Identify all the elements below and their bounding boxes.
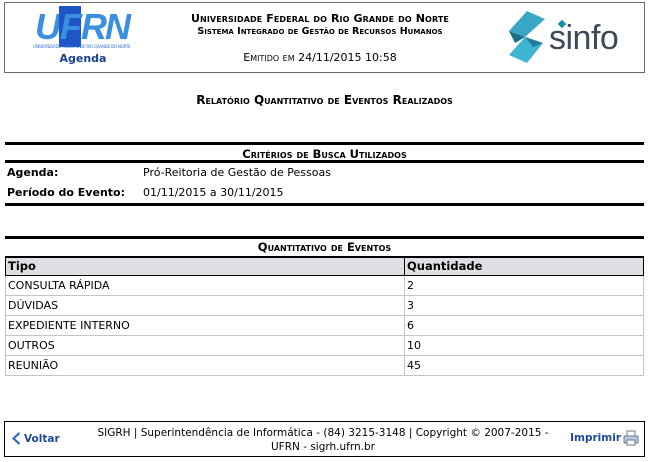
criteria-label: Período do Evento: bbox=[7, 186, 125, 199]
search-criteria-title: Critérios de Busca Utilizados bbox=[5, 145, 644, 163]
printer-icon bbox=[623, 430, 639, 446]
sinfo-logo-icon bbox=[505, 9, 549, 65]
university-name: Universidade Federal do Rio Grande do Norte bbox=[191, 12, 449, 25]
cell-quantidade: 6 bbox=[405, 315, 644, 335]
table-header-row bbox=[6, 257, 644, 275]
cell-quantidade: 2 bbox=[405, 275, 644, 295]
page-footer bbox=[4, 421, 645, 457]
back-button[interactable] bbox=[11, 432, 60, 445]
criteria-row-agenda bbox=[5, 163, 644, 183]
event-quantity-title: Quantitativo de Eventos bbox=[257, 240, 392, 254]
table-row bbox=[6, 295, 644, 315]
ufrn-logo-letters: UFRN bbox=[35, 6, 129, 47]
footer-line-1: SIGRH | Superintendência de Informática - (84) 3215-3148 | Copyright © 2007-2015 - bbox=[97, 427, 549, 439]
sinfo-logo bbox=[505, 9, 637, 67]
cell-tipo: REUNIÃO bbox=[6, 355, 405, 375]
emitted-timestamp: Emitido em 24/11/2015 10:58 bbox=[243, 51, 397, 64]
criteria-value: 01/11/2015 a 30/11/2015 bbox=[143, 186, 284, 199]
print-button[interactable] bbox=[570, 430, 639, 446]
ufrn-logo-subtitle: UNIVERSIDADE FEDERAL DO RIO GRANDE DO NORTE bbox=[33, 44, 131, 49]
system-name: Sistema Integrado de Gestão de Recursos Humanos bbox=[197, 26, 443, 37]
cell-quantidade: 10 bbox=[405, 335, 644, 355]
table-row bbox=[6, 275, 644, 295]
search-criteria-section bbox=[5, 142, 644, 206]
table-row bbox=[6, 335, 644, 355]
header-institution bbox=[155, 3, 485, 64]
chevron-left-icon bbox=[11, 432, 20, 445]
footer-credits bbox=[63, 426, 583, 454]
table-row bbox=[6, 315, 644, 335]
cell-tipo: DÚVIDAS bbox=[6, 295, 405, 315]
event-quantity-section bbox=[5, 236, 644, 376]
cell-tipo: EXPEDIENTE INTERNO bbox=[6, 315, 405, 335]
criteria-value: Pró-Reitoria de Gestão de Pessoas bbox=[143, 166, 331, 179]
criteria-row-period bbox=[5, 183, 644, 203]
footer-line-2: UFRN - sigrh.ufrn.br bbox=[271, 441, 375, 453]
column-header-quantidade: Quantidade bbox=[405, 257, 644, 275]
cell-quantidade: 45 bbox=[405, 355, 644, 375]
cell-tipo: CONSULTA RÁPIDA bbox=[6, 275, 405, 295]
cell-quantidade: 3 bbox=[405, 295, 644, 315]
column-header-tipo: Tipo bbox=[6, 257, 405, 275]
ufrn-logo bbox=[33, 6, 133, 67]
cell-tipo: OUTROS bbox=[6, 335, 405, 355]
criteria-label: Agenda: bbox=[7, 166, 59, 179]
report-header bbox=[4, 2, 645, 73]
module-name: Agenda bbox=[59, 52, 107, 65]
event-quantity-table bbox=[5, 256, 644, 376]
back-button-label: Voltar bbox=[24, 432, 60, 445]
sinfo-logo-text: sinfo bbox=[549, 19, 619, 57]
table-row bbox=[6, 355, 644, 375]
print-button-label: Imprimir bbox=[570, 432, 621, 444]
report-title: Relatório Quantitativo de Eventos Realizados bbox=[196, 93, 453, 107]
